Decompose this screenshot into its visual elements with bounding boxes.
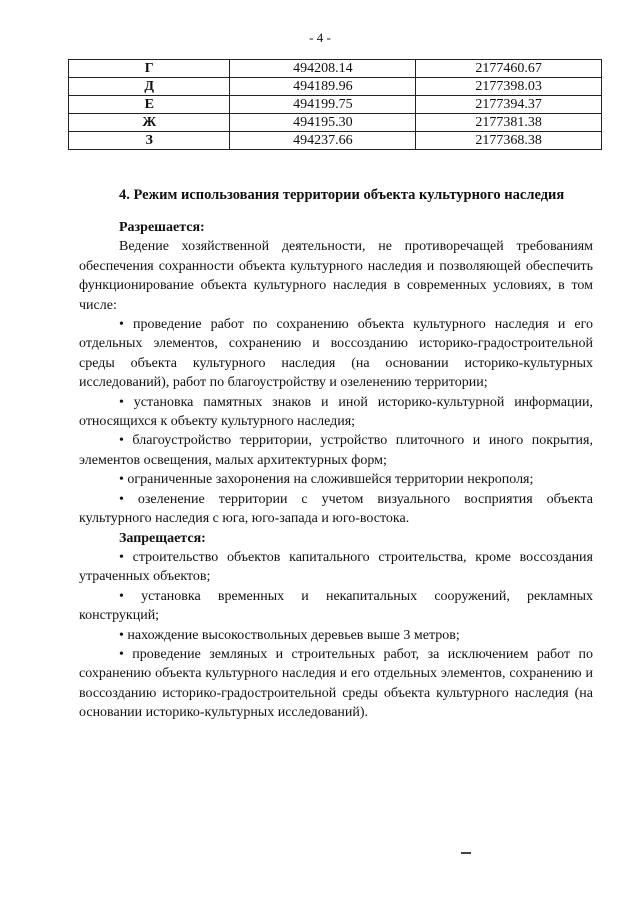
coordinates-table [68,59,602,150]
table-row [69,114,602,132]
table-row [69,132,602,150]
point-label: Е [69,96,230,114]
x-coordinate: 494208.14 [230,60,416,78]
forbidden-heading: Запрещается: [119,530,206,546]
forbidden-item: • установка временных и некапитальных сооружений, рекламных конструкций; [79,588,593,624]
table-row [69,78,602,96]
x-coordinate: 494195.30 [230,114,416,132]
y-coordinate: 2177368.38 [416,132,602,150]
allowed-item: • ограниченные захоронения на сложившейся территории некрополя; [119,472,534,488]
section-heading: 4. Режим использования территории объекта культурного наследия [119,187,565,203]
point-label: З [69,132,230,150]
allowed-heading: Разрешается: [119,220,205,235]
allowed-item: • проведение работ по сохранению объекта культурного наследия и его отдельных элементов, сохранению и воссозданию историко-градостроительной среды объекта культурного наследия (на основании историко-культурных исследований), работ по благоустройству и озеленению территории; [79,317,593,391]
y-coordinate: 2177460.67 [416,60,602,78]
point-label: Г [69,60,230,78]
x-coordinate: 494199.75 [230,96,416,114]
pen-mark [461,852,471,854]
allowed-item: • озеленение территории с учетом визуального восприятия объекта культурного наследия с юга, юго-запада и юго-востока. [79,491,593,527]
y-coordinate: 2177398.03 [416,78,602,96]
forbidden-item: • проведение земляных и строительных работ, за исключением работ по сохранению объекта культурного наследия и его отдельных элементов, сохранению и воссозданию историко-градостроительной среды объекта культурного наследия (на основании историко-культурных исследований). [79,646,593,721]
allowed-intro: Ведение хозяйственной деятельности, не противоречащей требованиям обеспечения сохранности объекта культурного наследия и позволяющей обеспечить функционирование объекта культурного наследия в современных условиях, в том числе: [79,239,593,313]
page-number: - 4 - [309,30,331,45]
allowed-item: • установка памятных знаков и иной историко-культурной информации, относящихся к объекту культурного наследия; [79,394,593,430]
table-row [69,96,602,114]
forbidden-item: • строительство объектов капитального строительства, кроме воссоздания утраченных объектов; [79,549,593,585]
x-coordinate: 494189.96 [230,78,416,96]
point-label: Ж [69,114,230,132]
y-coordinate: 2177381.38 [416,114,602,132]
point-label: Д [69,78,230,96]
x-coordinate: 494237.66 [230,132,416,150]
forbidden-item: • нахождение высокоствольных деревьев выше 3 метров; [119,627,460,643]
regime-text [79,218,593,723]
y-coordinate: 2177394.37 [416,96,602,114]
table-row [69,60,602,78]
allowed-item: • благоустройство территории, устройство плиточного и иного покрытия, элементов освещения, малых архитектурных форм; [79,433,593,468]
